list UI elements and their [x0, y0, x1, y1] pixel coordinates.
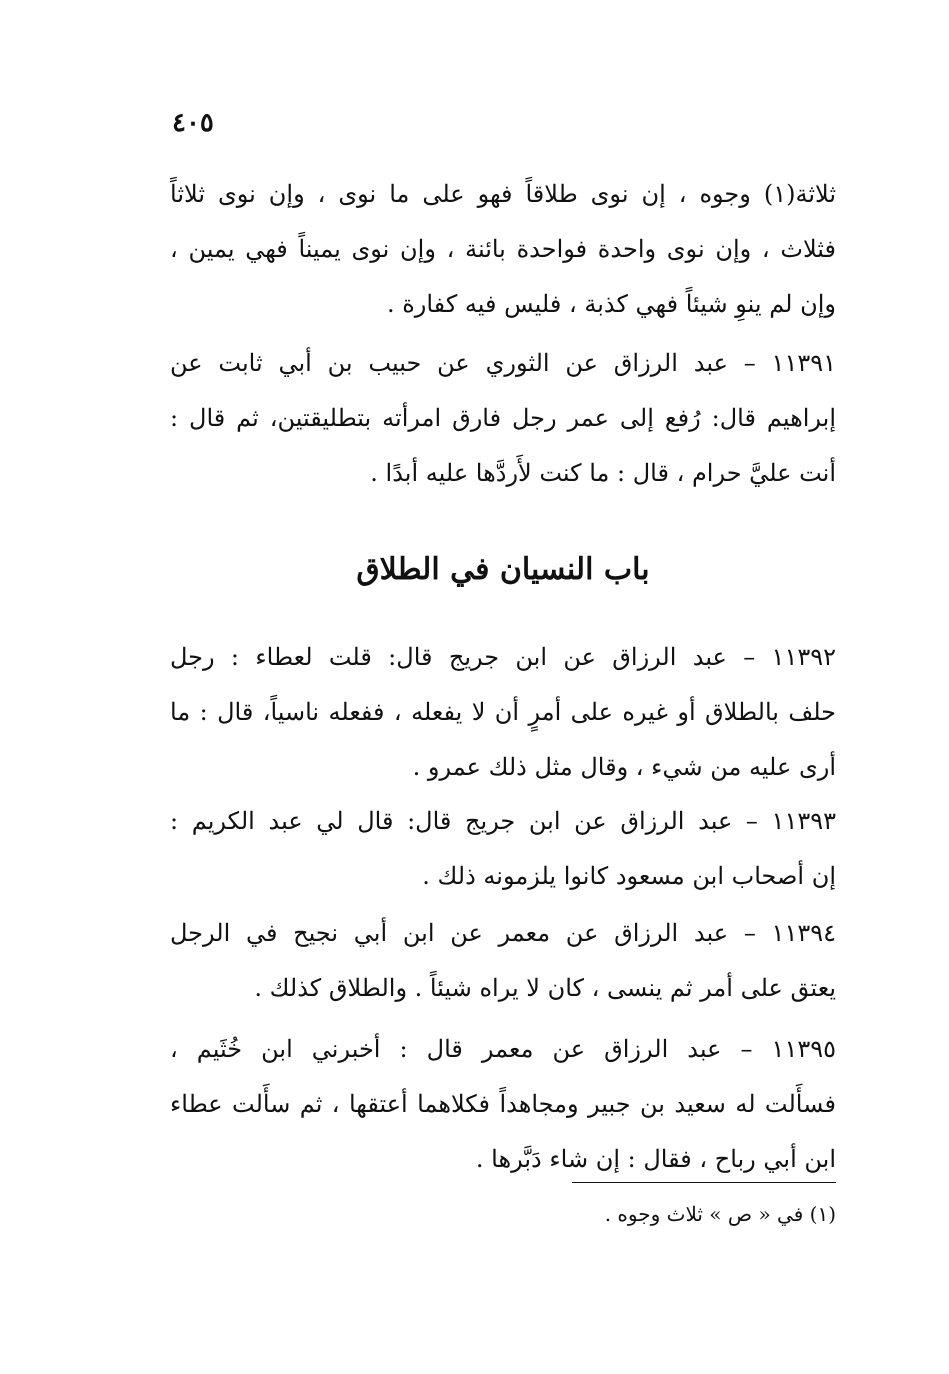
text-line: أنت عليَّ حرام ، قال : ما كنت لأَردَّها عليه أبدًا .: [370, 459, 836, 487]
hadith-11393: [170, 794, 836, 904]
hadith-11394: [170, 906, 836, 1016]
text-line: ابن أبي رباح ، فقال : إن شاء دَبَّرها .: [475, 1145, 836, 1173]
text-line: فثلاث ، وإن نوى واحدة فواحدة بائنة ، وإن نوى يميناً فهي يمين ،: [170, 235, 836, 263]
text-line: ١١٣٩٥ – عبد الرزاق عن معمر قال : أخبرني ابن خُثَيم ،: [170, 1035, 836, 1063]
text-line: ١١٣٩٢ – عبد الرزاق عن ابن جريج قال: قلت لعطاء : رجل: [170, 643, 836, 671]
hadith-11392: [170, 630, 836, 795]
text-line: فسأَلت له سعيد بن جبير ومجاهداً فكلاهما أعتقها ، ثم سأَلت عطاء: [170, 1090, 836, 1118]
text-line: يعتق على أمر ثم ينسى ، كان لا يراه شيئاً . والطلاق كذلك .: [254, 974, 836, 1002]
text-line: وإن لم ينوِ شيئاً فهي كذبة ، فليس فيه كفارة .: [386, 290, 836, 318]
text-line: أرى عليه من شيء ، وقال مثل ذلك عمرو .: [412, 753, 836, 781]
text-line: حلف بالطلاق أو غيره على أمرٍ أن لا يفعله ، ففعله ناسياً، قال : ما: [170, 698, 836, 726]
text-line: إبراهيم قال: رُفع إلى عمر رجل فارق امرأته بتطليقتين، ثم قال :: [170, 404, 836, 432]
text-line: إن أصحاب ابن مسعود كانوا يلزمونه ذلك .: [422, 862, 836, 890]
footnote: (١) في « ص » ثلاث وجوه .: [604, 1202, 836, 1226]
hadith-11395: [170, 1022, 836, 1187]
paragraph-intro: [170, 167, 836, 332]
text-line: ١١٣٩٣ – عبد الرزاق عن ابن جريج قال: قال لي عبد الكريم :: [170, 807, 836, 835]
page-number: ٤٠٥: [172, 108, 214, 138]
text-line: ١١٣٩٤ – عبد الرزاق عن معمر عن ابن أبي نجيح في الرجل: [170, 919, 836, 947]
text-line: ثلاثة(١) وجوه ، إن نوى طلاقاً فهو على ما نوى ، وإن نوى ثلاثاً: [170, 180, 837, 208]
chapter-heading: باب النسيان في الطلاق: [356, 552, 650, 587]
text-line: ١١٣٩١ – عبد الرزاق عن الثوري عن حبيب بن أبي ثابت عن: [170, 349, 836, 377]
hadith-11391: [170, 336, 836, 501]
footnote-divider: [572, 1182, 836, 1183]
